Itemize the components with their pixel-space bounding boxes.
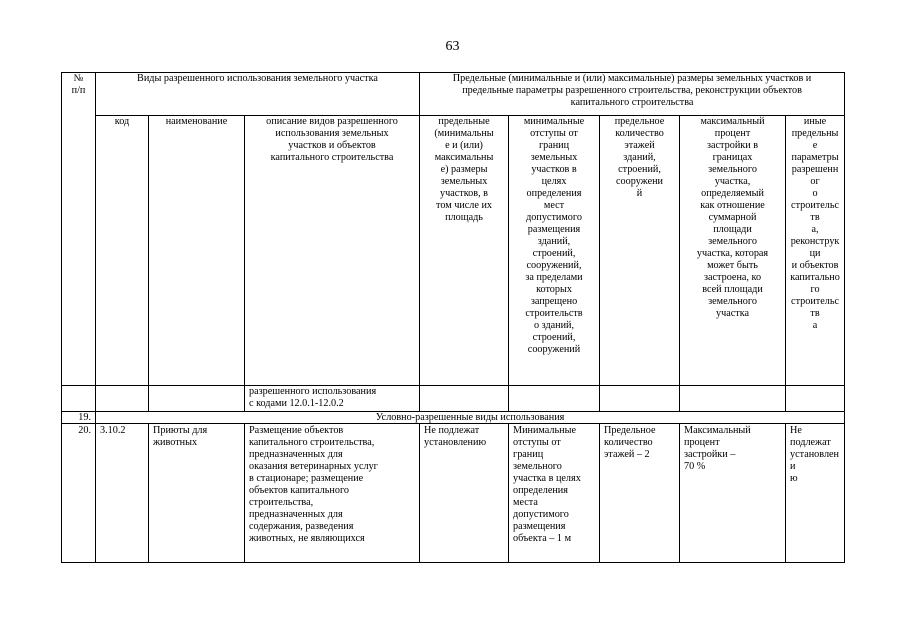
land-use-table xyxy=(61,72,845,563)
header-setbacks xyxy=(509,116,600,386)
header-other-text: иные предельные параметры разрешенног о строительств а, реконструкци и объектов капитального строительств а xyxy=(790,116,840,331)
row-area xyxy=(420,424,509,563)
row-setbacks xyxy=(509,424,600,563)
row-name xyxy=(149,424,245,563)
table-row-continuation xyxy=(62,386,845,412)
header-num xyxy=(62,73,96,386)
header-name xyxy=(149,116,245,386)
table-cell-empty xyxy=(149,386,245,412)
section-row xyxy=(62,412,845,424)
row-setbacks-text: Минимальные отступы от границ земельного участка в целях определения места допустимого размещения объекта – 1 м xyxy=(513,425,581,544)
header-code xyxy=(96,116,149,386)
table-cell-empty xyxy=(62,386,96,412)
header-row-groups xyxy=(62,73,845,116)
row-floors xyxy=(600,424,680,563)
header-code-text: код xyxy=(114,116,130,127)
header-params-group xyxy=(420,73,845,116)
section-title: Условно-разрешенные виды использования xyxy=(96,412,845,424)
row-description xyxy=(245,424,420,563)
header-description xyxy=(245,116,420,386)
header-types-group xyxy=(96,73,420,116)
page-number: 63 xyxy=(445,39,460,54)
header-area-text: предельные (минимальны е и (или) максимальны е) размеры земельных участков, в том числе их площадь xyxy=(434,116,494,223)
header-coverage xyxy=(680,116,786,386)
table-cell-empty xyxy=(509,386,600,412)
header-name-text: наименование xyxy=(165,116,228,127)
row-description-text: Размещение объектов капитального строительства, предназначенных для оказания ветеринарных услуг в стационаре; размещение объектов капитального строительства, предназначенных для содержания, разведения животных, не являющихся xyxy=(249,425,378,544)
table-row xyxy=(62,424,845,563)
row-area-text: Не подлежат установлению xyxy=(424,425,487,448)
header-num-text: № п/п xyxy=(71,73,86,96)
header-floors-text: предельное количество этажей зданий, строений, сооружени й xyxy=(614,116,665,199)
row-num: 20. xyxy=(62,424,96,563)
row-coverage xyxy=(680,424,786,563)
header-coverage-text: максимальный процент застройки в границах земельного участка, определяемый как отношение суммарной площади земельного участка, которая может быть застроена, ко всей площади земельного участка xyxy=(696,116,769,319)
table-cell-empty xyxy=(786,386,845,412)
header-setbacks-text: минимальные отступы от границ земельных участков в целях определения мест допустимого размещения зданий, строений, сооружений, за пределами которых запрещено строительств о зданий, строений, сооружений xyxy=(523,116,585,355)
continuation-description-text: разрешенного использования с кодами 12.0.1-12.0.2 xyxy=(249,386,377,409)
row-coverage-text: Максимальный процент застройки – 70 % xyxy=(684,425,751,472)
header-row-columns xyxy=(62,116,845,386)
header-params-group-text: Предельные (минимальные и (или) максимальные) размеры земельных участков и предельные параметры разрешенного строительства, реконструкции объектов капитального строительства xyxy=(452,73,812,108)
header-description-text: описание видов разрешенного использования земельных участков и объектов капитального строительства xyxy=(266,116,398,163)
table-cell-empty xyxy=(600,386,680,412)
row-code: 3.10.2 xyxy=(96,424,149,563)
section-num: 19. xyxy=(62,412,96,424)
header-floors xyxy=(600,116,680,386)
row-name-text: Приюты для животных xyxy=(153,425,208,448)
row-floors-text: Предельное количество этажей – 2 xyxy=(604,425,656,460)
table-cell-empty xyxy=(420,386,509,412)
table-cell-empty xyxy=(96,386,149,412)
header-other xyxy=(786,116,845,386)
header-types-group-text: Виды разрешенного использования земельного участка xyxy=(137,73,378,84)
row-other-text: Не подлежат установлени ю xyxy=(790,425,840,484)
table-cell-empty xyxy=(680,386,786,412)
row-other xyxy=(786,424,845,563)
continuation-description xyxy=(245,386,420,412)
header-area xyxy=(420,116,509,386)
